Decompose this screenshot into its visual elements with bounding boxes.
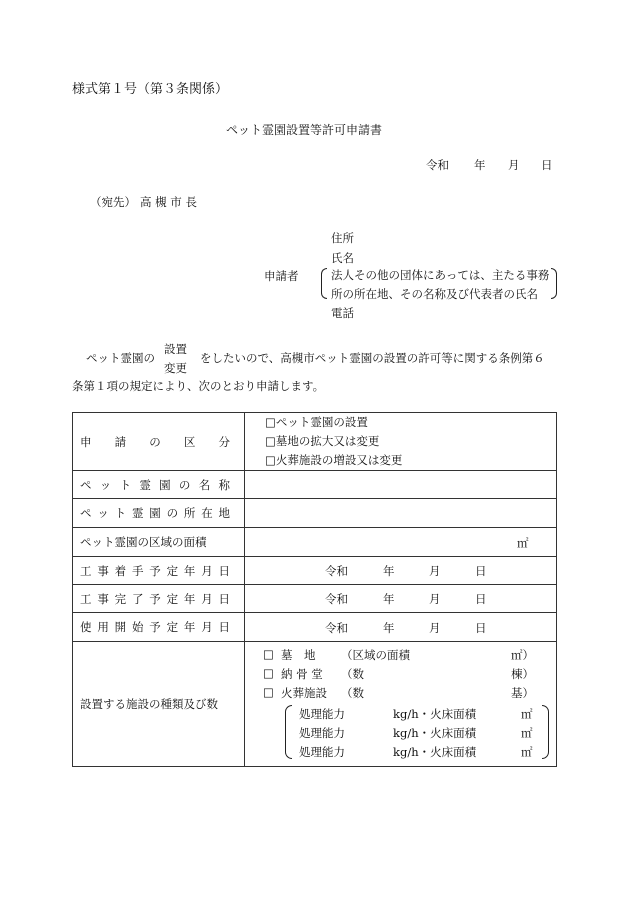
category-options-cell (245, 413, 557, 471)
facility-ossuary-name: 納 骨 堂 (281, 666, 323, 681)
facility-crematory-checkbox[interactable]: □ (263, 684, 274, 699)
applicant-address-field[interactable]: 住所 (331, 231, 354, 245)
construction-start-label: 工 事 着 手 予 定 年 月 日 (80, 563, 230, 578)
facility-crematory-unit: 基） (511, 685, 534, 700)
form-title: ペット霊園設置等許可申請書 (226, 123, 383, 137)
statement-line-2: 条第１項の規定により、次のとおり申請します。 (72, 379, 325, 393)
facility-ossuary-paren: （数 (341, 666, 364, 681)
facility-grave-unit: ㎡） (511, 647, 534, 662)
row-location (73, 499, 557, 528)
option-add-crematory[interactable]: □火葬施設の増設又は変更 (265, 453, 403, 467)
construction-end-label: 工 事 完 了 予 定 年 月 日 (80, 591, 230, 606)
facility-grave-checkbox[interactable]: □ (263, 646, 274, 661)
construction-end-date-cell[interactable]: 令和 年 月 日 (245, 585, 557, 613)
use-start-label: 使 用 開 始 予 定 年 月 日 (80, 620, 230, 634)
facility-crematory-paren: （数 (341, 685, 364, 700)
use-start-date-cell[interactable]: 令和 年 月 日 (245, 613, 557, 642)
date-era: 令和 (426, 158, 449, 172)
facility-grave-name: 墓 地 (281, 647, 316, 662)
row-name (73, 471, 557, 499)
corp-note-line-2: 所の所在地、その名称及び代表者の氏名 (331, 287, 538, 301)
date-day-field[interactable]: 日 (541, 158, 553, 172)
option-new-pet-cemetery[interactable]: □ペット霊園の設置 (265, 415, 368, 429)
capacity-area-unit-2: ㎡ (521, 725, 533, 740)
option-setup[interactable]: 設置 (164, 342, 187, 356)
date-year-field[interactable]: 年 (474, 158, 486, 172)
capacity-label-1: 処理能力 (299, 706, 345, 721)
facility-ossuary-unit: 棟） (511, 666, 534, 681)
facilities-cell (245, 642, 557, 767)
capacity-unit-3: kg/h・火床面積 (393, 744, 477, 759)
row-area (73, 528, 557, 557)
area-input-cell[interactable] (245, 528, 557, 557)
capacity-area-unit-3: ㎡ (521, 744, 533, 759)
statement-prefix: ペット霊園の (86, 351, 155, 365)
row-construction-start (73, 557, 557, 585)
name-label: ペ ッ ト 霊 園 の 名 称 (80, 477, 230, 492)
row-facilities (73, 642, 557, 767)
row-construction-end (73, 585, 557, 613)
applicant-label: 申請者 (264, 269, 299, 283)
addressee-name: 高 槻 市 長 (140, 195, 197, 209)
capacity-unit-1: kg/h・火床面積 (393, 706, 477, 721)
capacity-area-unit-1: ㎡ (521, 706, 533, 721)
option-change[interactable]: 変更 (164, 361, 187, 375)
application-table (72, 412, 557, 767)
row-use-start (73, 613, 557, 642)
date-month-field[interactable]: 月 (508, 158, 520, 172)
statement-suffix: をしたいので、高槻市ペット霊園の設置の許可等に関する条例第６ (200, 351, 545, 365)
location-label: ペ ッ ト 霊 園 の 所 在 地 (80, 506, 230, 520)
facility-crematory-name: 火葬施設 (281, 685, 327, 700)
construction-start-date-cell[interactable]: 令和 年 月 日 (245, 557, 557, 585)
facility-label: 設置する施設の種類及び数 (73, 642, 245, 767)
area-label: ペット霊園の区域の面積 (73, 528, 245, 557)
facility-ossuary-checkbox[interactable]: □ (263, 665, 274, 680)
corp-note-line-1: 法人その他の団体にあっては、主たる事務 (331, 268, 550, 282)
facility-grave-paren: （区域の面積 (341, 647, 410, 662)
row-category (73, 413, 557, 471)
capacity-right-brace (542, 705, 549, 759)
area-unit: ㎡ (517, 535, 529, 550)
category-label-cell (73, 413, 245, 471)
location-input-cell[interactable] (245, 499, 557, 528)
name-input-cell[interactable] (245, 471, 557, 499)
capacity-label-2: 処理能力 (299, 725, 345, 740)
category-label: 申 請 の 区 分 (80, 434, 230, 449)
applicant-name-field[interactable]: 氏名 (331, 251, 354, 265)
applicant-phone-field[interactable]: 電話 (331, 306, 354, 320)
capacity-label-3: 処理能力 (299, 744, 345, 759)
addressee (90, 194, 197, 210)
addressee-prefix: （宛先） (90, 195, 136, 209)
capacity-left-brace (285, 705, 292, 759)
capacity-unit-2: kg/h・火床面積 (393, 725, 477, 740)
right-brace (551, 268, 557, 299)
form-number: 様式第１号（第３条関係） (72, 82, 229, 97)
left-brace (321, 268, 327, 299)
option-expand-grave[interactable]: □墓地の拡大又は変更 (265, 434, 380, 448)
